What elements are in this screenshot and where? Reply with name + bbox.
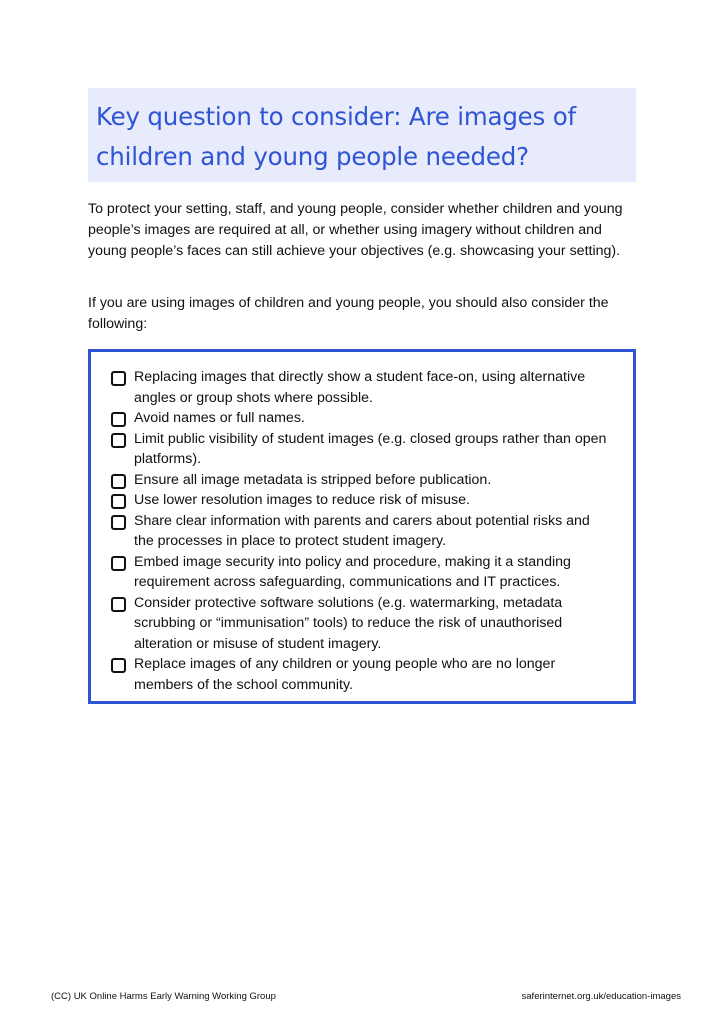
checklist-item-text: alteration or misuse of student imagery. [134,635,382,652]
checklist-item-text: Replace images of any children or young people who are no longer [134,656,556,672]
checklist-item-text: Use lower resolution images to reduce risk of misuse. [134,492,470,508]
checklist-item [110,490,621,511]
checklist-item-text: Replacing images that directly show a student face-on, using alternative [134,369,586,385]
checklist-item [110,470,621,491]
checkbox-icon[interactable] [111,433,126,448]
page-title [96,97,628,177]
checkbox-icon[interactable] [111,556,126,571]
checklist-item-text: Consider protective software solutions (e.g. watermarking, metadata [134,594,563,611]
intro-paragraph: To protect your setting, staff, and young people, consider whether children and young people’s images are required at all, or whether using imagery without children and young people’s faces can still achieve your objectives (e.g. showcasing your setting). [88,201,623,259]
page-title-line-2: children and young people needed? [96,142,529,171]
checkbox-icon[interactable] [111,371,126,386]
footer-credit: (CC) UK Online Harms Early Warning Working Group [51,991,276,1002]
checklist-item [110,367,621,408]
checklist [110,367,621,695]
checklist-item-text: the processes in place to protect student imagery. [134,533,447,549]
page-title-line-1: Key question to consider: Are images of [96,102,576,131]
checkbox-icon[interactable] [111,658,126,673]
checklist-item-text: Embed image security into policy and procedure, making it a standing [134,553,571,570]
checklist-item [110,429,621,470]
checklist-item [110,552,621,593]
consider-paragraph: If you are using images of children and young people, you should also consider the following: [88,295,609,332]
checklist-item [110,593,621,655]
checklist-item-text: scrubbing or “immunisation” tools) to reduce the risk of unauthorised [134,615,563,631]
checklist-item-text: Ensure all image metadata is stripped before publication. [134,471,492,488]
checkbox-icon[interactable] [111,515,126,530]
checklist-box [88,349,636,704]
checklist-item [110,654,621,695]
footer-url: saferinternet.org.uk/education-images [521,991,681,1002]
checkbox-icon[interactable] [111,474,126,489]
checklist-item-text: platforms). [134,451,202,467]
checklist-item-text: members of the school community. [134,676,353,693]
checkbox-icon[interactable] [111,597,126,612]
checklist-item-text: Avoid names or full names. [134,410,305,426]
title-banner [88,88,636,182]
checklist-item-text: requirement across safeguarding, communications and IT practices. [134,574,561,590]
checklist-item-text: Share clear information with parents and carers about potential risks and [134,512,590,529]
checkbox-icon[interactable] [111,494,126,509]
checklist-item-text: angles or group shots where possible. [134,389,373,406]
checkbox-icon[interactable] [111,412,126,427]
checklist-item [110,408,621,429]
checklist-item-text: Limit public visibility of student images (e.g. closed groups rather than open [134,430,607,447]
checklist-item [110,511,621,552]
